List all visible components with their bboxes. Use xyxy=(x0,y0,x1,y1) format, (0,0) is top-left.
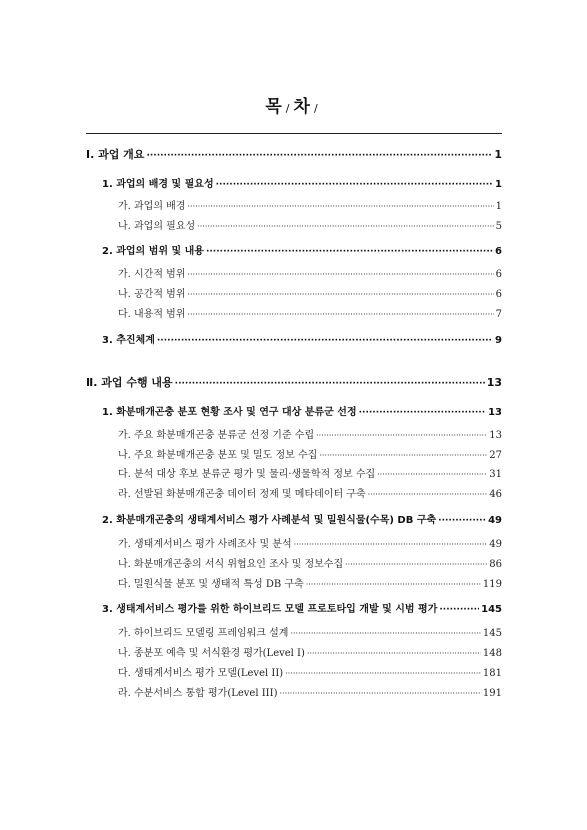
title-separator-trailing: / xyxy=(313,102,319,115)
toc-entry-subsection[interactable]: 다. 분석 대상 후보 분류군 평가 및 물리·생물학적 정보 수집 ····· 31 xyxy=(118,465,502,480)
toc-entry-chapter-1[interactable]: Ⅰ. 과업 개요 ····· 1 xyxy=(86,146,502,162)
toc-entry-subsection[interactable]: 라. 수분서비스 통합 평가(Level III) ····· 191 xyxy=(118,684,502,699)
toc-entry-subsection[interactable]: 나. 화분매개곤충의 서식 위협요인 조사 및 정보수집 ····· 86 xyxy=(118,555,502,570)
page-title xyxy=(0,92,587,117)
toc-entry-section[interactable]: 3. 추진체계 ····· 9 xyxy=(102,331,502,346)
title-part-1: 목 xyxy=(265,97,283,117)
toc-entry-subsection[interactable]: 가. 생태계서비스 평가 사례조사 및 분석 ····· 49 xyxy=(118,535,502,550)
toc-entry-subsection[interactable]: 가. 시간적 범위 ····· 6 xyxy=(118,265,502,280)
toc-entry-section[interactable]: 2. 과업의 범위 및 내용 ····· 6 xyxy=(102,242,502,257)
toc-entry-subsection[interactable]: 가. 주요 화분매개곤충 분류군 선정 기준 수립 ····· 13 xyxy=(118,426,502,441)
toc-entry-subsection[interactable]: 다. 밀원식물 분포 및 생태적 특성 DB 구축 ····· 119 xyxy=(118,575,502,590)
toc-entry-subsection[interactable]: 나. 공간적 범위 ····· 6 xyxy=(118,285,502,300)
toc-entry-subsection[interactable]: 라. 선발된 화분매개곤충 데이터 정제 및 메타데이터 구축 ····· 46 xyxy=(118,485,502,500)
toc-entry-chapter-2[interactable]: Ⅱ. 과업 수행 내용 ····· 13 xyxy=(86,374,502,390)
title-part-2: 차 xyxy=(293,97,311,117)
toc-entry-section[interactable]: 3. 생태계서비스 평가를 위한 하이브리드 모델 프로토타입 개발 및 시범 평가 ····· 145 xyxy=(102,600,502,615)
toc-entry-subsection[interactable]: 가. 과업의 배경 ····· 1 xyxy=(118,197,502,212)
top-rule xyxy=(86,133,502,134)
title-separator: / xyxy=(285,102,291,115)
toc-entry-section[interactable]: 1. 화분매개곤충 분포 현황 조사 및 연구 대상 분류군 선정 ····· 13 xyxy=(102,403,502,418)
toc-entry-section[interactable]: 1. 과업의 배경 및 필요성 ····· 1 xyxy=(102,175,502,190)
toc-entry-subsection[interactable]: 나. 주요 화분매개곤충 분포 및 밀도 정보 수집 ····· 27 xyxy=(118,446,502,461)
toc-entry-subsection[interactable]: 나. 과업의 필요성 ····· 5 xyxy=(118,217,502,232)
toc-entry-subsection[interactable]: 다. 생태계서비스 평가 모델(Level II) ····· 181 xyxy=(118,664,502,679)
toc-entry-section[interactable]: 2. 화분매개곤충의 생태계서비스 평가 사례분석 및 밀원식물(수목) DB 구축 ····· 49 xyxy=(102,511,502,526)
toc-entry-subsection[interactable]: 가. 하이브리드 모델링 프레임워크 설계 ····· 145 xyxy=(118,624,502,639)
toc-entry-subsection[interactable]: 다. 내용적 범위 ····· 7 xyxy=(118,305,502,320)
toc-entry-subsection[interactable]: 나. 종분포 예측 및 서식환경 평가(Level I) ····· 148 xyxy=(118,644,502,659)
